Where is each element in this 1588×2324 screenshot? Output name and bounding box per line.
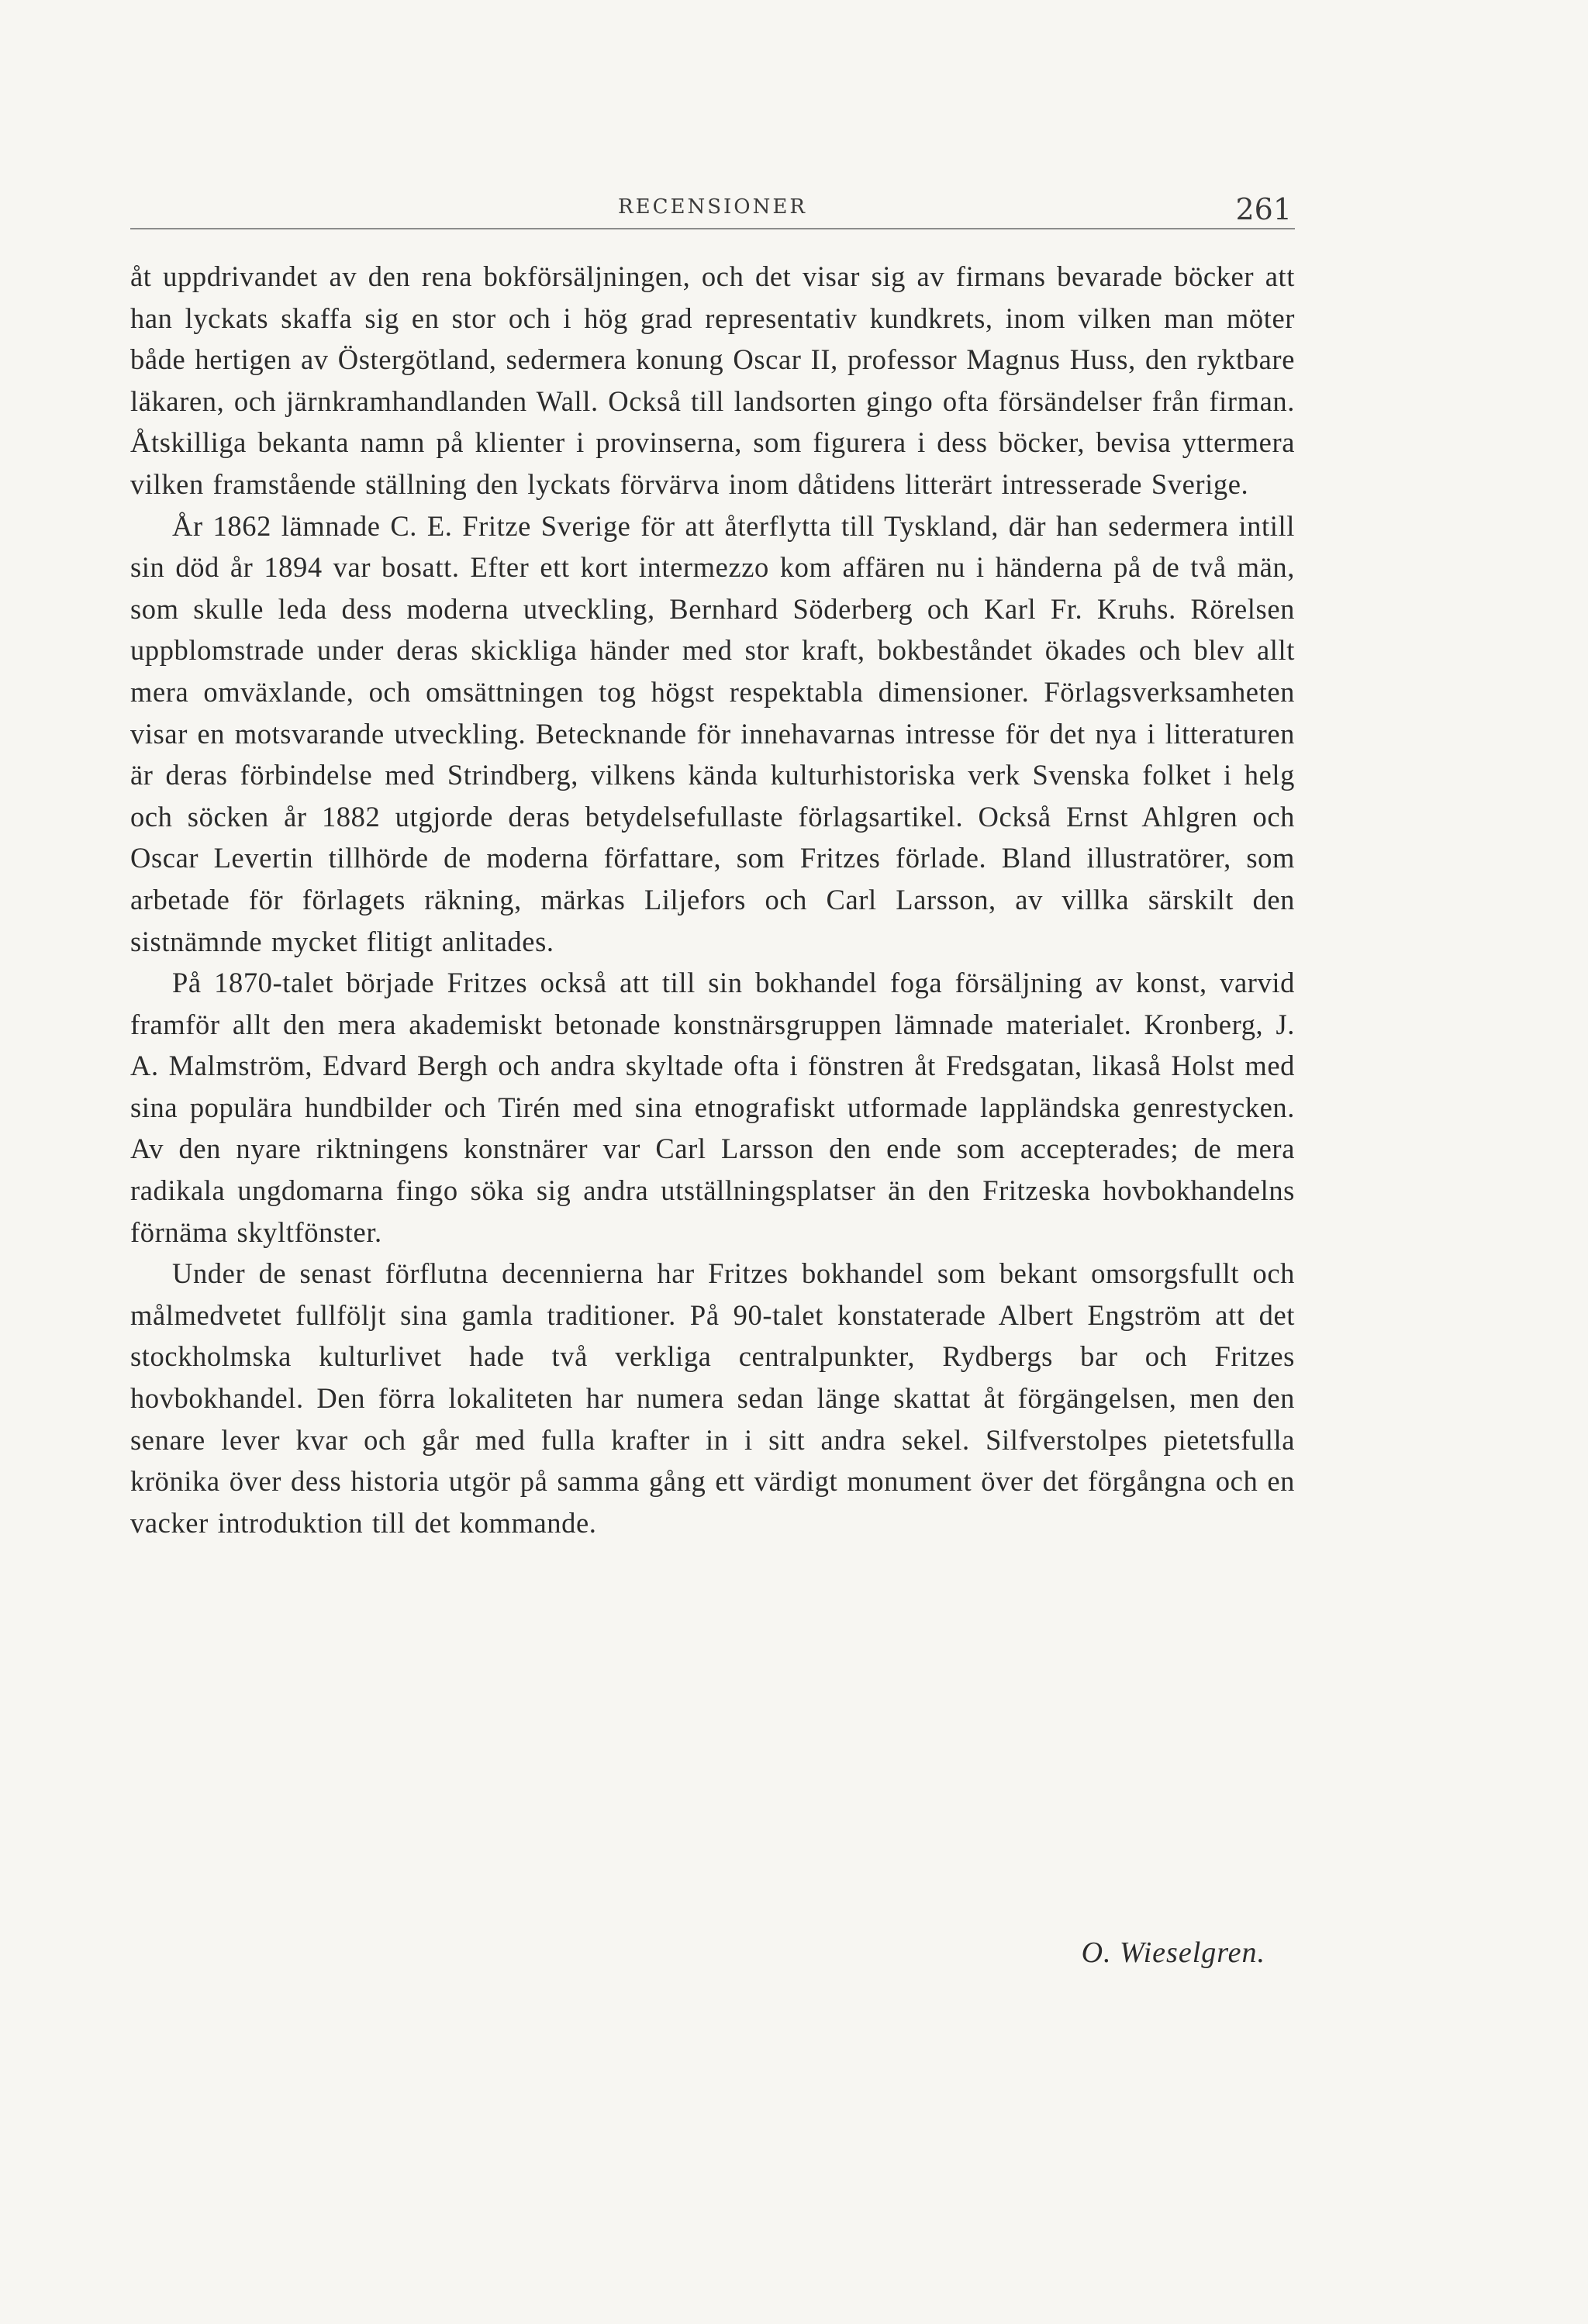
page-header [130,192,1295,229]
paragraph-2: År 1862 lämnade C. E. Fritze Sverige för att återflytta till Tyskland, där han sedermera intill sin död år 1894 var bosatt. Efter ett kort intermezzo kom affären nu i händerna på de två män, som skulle leda dess moderna utveckling, Bernhard Söderberg och Karl Fr. Kruhs. Rörelsen uppblomstrade under deras skickliga händer med stor kraft, bokbeståndet ökades och blev allt mera omväxlande, och omsättningen tog högst respektabla dimensioner. Förlagsverksamheten visar en motsvarande utveckling. Betecknande för innehavarnas intresse för det nya i litteraturen är deras förbindelse med Strindberg, vilkens kända kulturhistoriska verk Svenska folket i helg och söcken år 1882 utgjorde deras betydelsefullaste förlagsartikel. Också Ernst Ahlgren och Oscar Levertin tillhörde de moderna författare, som Fritzes förlade. Bland illustratörer, som arbetade för förlagets räkning, märkas Liljefors och Carl Larsson, av villka särskilt den sistnämnde mycket flitigt anlitades. [130,509,1295,957]
paragraph-3: På 1870-talet började Fritzes också att till sin bokhandel foga försäljning av konst, varvid framför allt den mera akademiskt betonade konstnärsgruppen lämnade materialet. Kronberg, J. A. Malmström, Edvard Bergh och andra skyltade ofta i fönstren åt Fredsgatan, likaså Holst med sina populära hundbilder och Tirén med sina etnografiskt utformade lappländska genrestycken. Av den nyare riktningens konstnärer var Carl Larsson den ende som accepterades; de mera radikala ungdomarna fingo söka sig andra utställningsplatser än den Fritzeska hovbokhandelns förnäma skyltfönster. [130,967,1295,1248]
paragraph-1: åt uppdrivandet av den rena bokförsäljningen, och det visar sig av firmans bevarade böcker att han lyckats skaffa sig en stor och i hög grad representativ kundkrets, inom vilken man möter både hertigen av Östergötland, sedermera konung Oscar II, professor Magnus Huss, den ryktbare läkaren, och järnkramhandlanden Wall. Också till landsorten gingo ofta försändelser från firman. Åtskilliga bekanta namn på klienter i provinserna, som figurera i dess böcker, bevisa yttermera vilken framstående ställning den lyckats förvärva inom dåtidens litterärt intresserade Sverige. [130,260,1295,500]
running-title: RECENSIONER [618,195,807,219]
author-signature: O. Wieselgren. [1081,1936,1265,1969]
page-number: 261 [1235,192,1292,226]
paragraph-4: Under de senast förflutna decennierna har Fritzes bokhandel som bekant omsorgsfullt och målmedvetet fullföljt sina gamla traditioner. På 90-talet konstaterade Albert Engström att det stockholmska kulturlivet hade två verkliga centralpunkter, Rydbergs bar och Fritzes hovbokhandel. Den förra lokaliteten har numera sedan länge skattat åt förgängelsen, men den senare lever kvar och går med fulla krafter in i sitt andra sekel. Silfverstolpes pietetsfulla krönika över dess historia utgör på samma gång ett värdigt monument över det förgångna och en vacker introduktion till det kommande. [130,1257,1295,1539]
article-body [130,256,1295,1543]
